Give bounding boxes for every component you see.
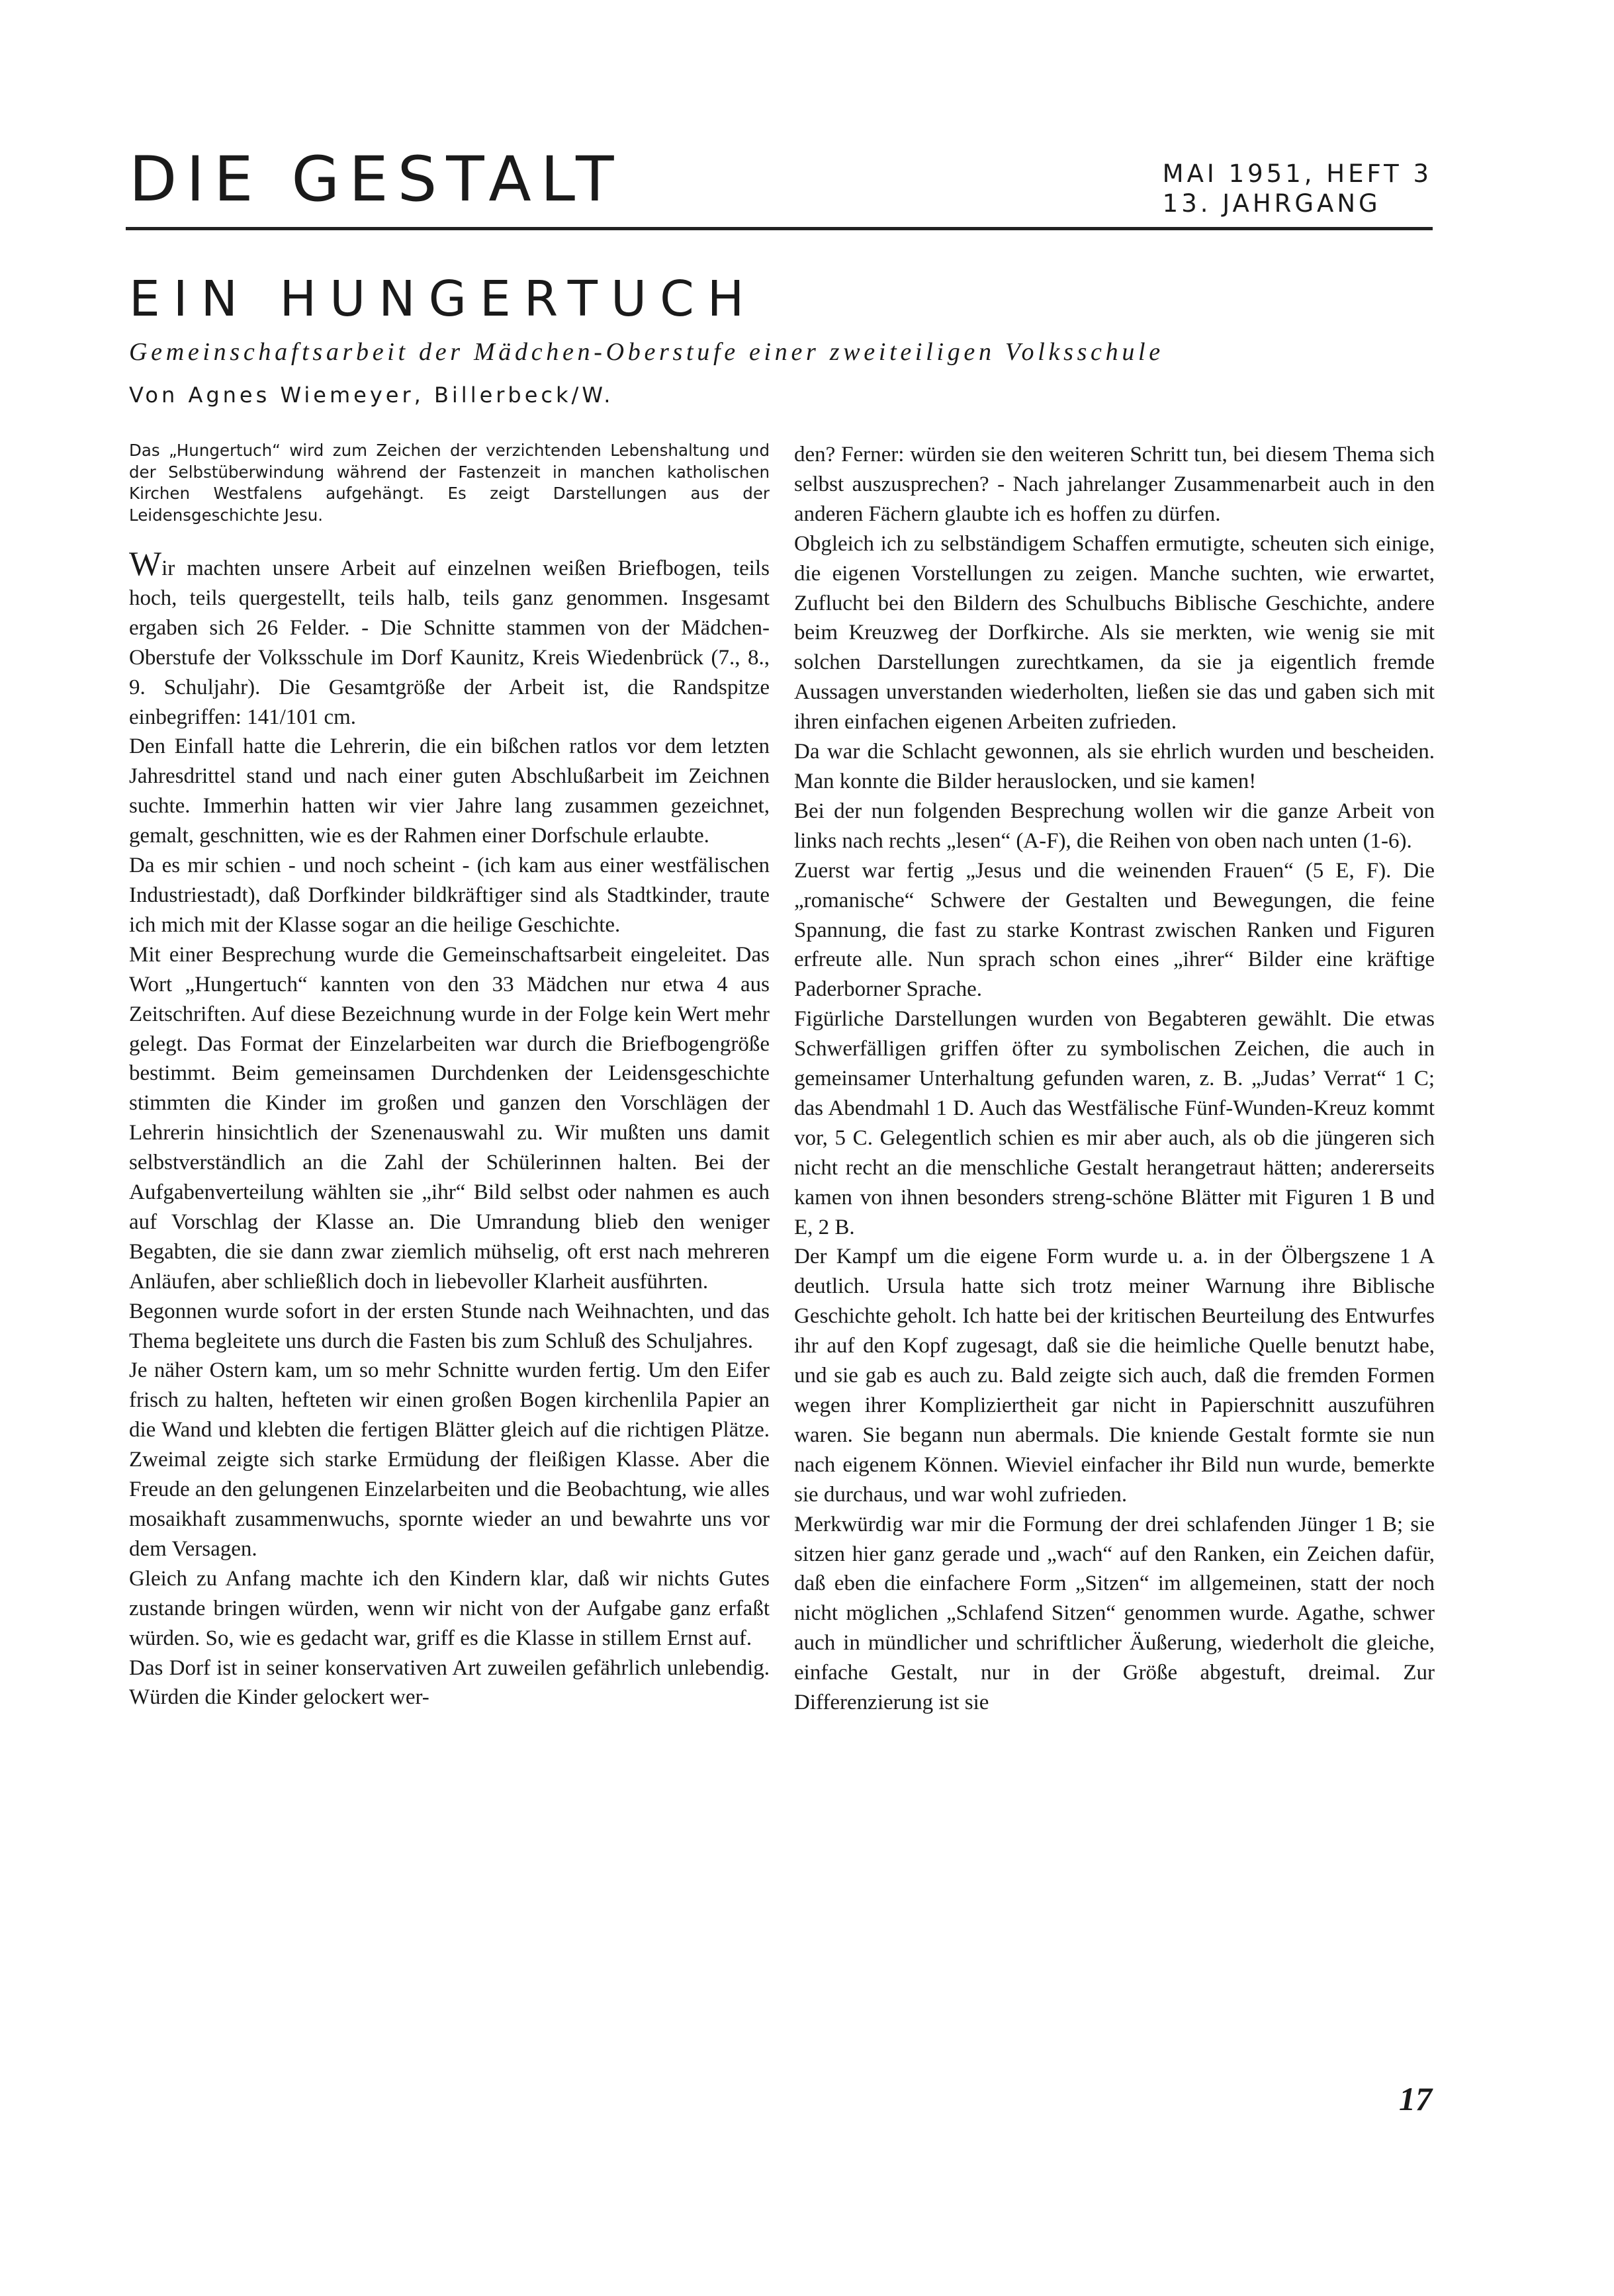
article-subtitle: Gemeinschaftsarbeit der Mädchen-Oberstufe einer zweiteiligen Volksschule	[129, 338, 1164, 366]
paragraph: Obgleich ich zu selbständigem Schaffen ermutigte, scheuten sich einige, die eigenen Vorstellungen zu zeigen. Manche suchten, wie erwartet, Zuflucht bei den Bildern des Schulbuchs Biblische Geschichte, andere beim Kreuzweg der Dorfkirche. Als sie merkten, wie wenig sie mit solchen Darstellungen zurechtkamen, da sie ja eigentlich fremde Aussagen unverstanden wiederholten, ließen sie das und gaben sich mit ihren einfachen eigenen Arbeiten zufrieden.	[794, 531, 1435, 734]
paragraph: Figürliche Darstellungen wurden von Begabteren gewählt. Die etwas Schwerfälligen griffen öfter zu symbolischen Zeichen, die auch in gemeinsamer Unterhaltung gefunden waren, z. B. „Judas’ Verrat“ 1 C; das Abendmahl 1 D. Auch das Westfälische Fünf-Wunden-Kreuz kommt vor, 5 C. Gelegentlich schien es mir aber auch, als ob die jüngeren sich nicht recht an die menschliche Gestalt herangetraut hätten; andererseits kamen von ihnen besonders streng-schöne Blätter mit Figuren 1 B und E, 2 B.	[794, 1007, 1435, 1239]
paragraph: Mit einer Besprechung wurde die Gemeinschaftsarbeit eingeleitet. Das Wort „Hungertuch“ kannten von den 33 Mädchen nur etwa 4 aus Zeitschriften. Auf diese Bezeichnung wurde in der Folge kein Wert mehr gelegt. Das Format der Einzelarbeiten war durch die Briefbogengröße bestimmt. Beim gemeinsamen Durchdenken der Leidensgeschichte stimmten die Kinder im großen und ganzen den Vorschlägen der Lehrerin hinsichtlich der Szenenauswahl zu. Wir mußten uns damit selbstverständlich an die Zahl der Schülerinnen halten. Bei der Aufgabenverteilung wählten sie „ihr“ Bild selbst oder nahmen es auch auf Vorschlag der Klasse an. Die Umrandung blieb den weniger Begabten, die sie dann zwar ziemlich mühselig, oft erst nach mehreren Anläufen, aber schließlich doch in liebevoller Klarheit ausführten.	[129, 942, 770, 1294]
issue-date: MAI 1951, HEFT 3	[1162, 159, 1432, 188]
issue-info	[1163, 159, 1432, 218]
paragraph: Wir machten unsere Arbeit auf einzelnen weißen Briefbogen, teils hoch, teils quergestellt, teils halb, teils ganz genommen. Insgesamt ergaben sich 26 Felder. - Die Schnitte stammen von der Mädchen-Oberstufe der Volksschule im Dorf Kaunitz, Kreis Wiedenbrück (7., 8., 9. Schuljahr). Die Gesamtgröße der Arbeit ist, die Randspitze einbegriffen: 141/101 cm.	[129, 545, 770, 729]
volume-number: 13. JAHRGANG	[1162, 189, 1381, 218]
paragraph: Bei der nun folgenden Besprechung wollen wir die ganze Arbeit von links nach rechts „lesen“ (A-F), die Reihen von oben nach unten (1-6).	[794, 799, 1435, 853]
page-number: 17	[1399, 2080, 1432, 2117]
paragraph: Da es mir schien - und noch scheint - (ich kam aus einer westfälischen Industriestadt), daß Dorfkinder bildkräftiger sind als Stadtkinder, traute ich mich mit der Klasse sogar an die heilige Geschichte.	[129, 854, 770, 937]
article-byline: Von Agnes Wiemeyer, Billerbeck/W.	[129, 382, 614, 408]
left-column	[129, 440, 770, 1712]
paragraph: Merkwürdig war mir die Formung der drei schlafenden Jünger 1 B; sie sitzen hier ganz gerade und „wach“ auf den Ranken, ein Zeichen dafür, daß eben die einfachere Form „Sitzen“ im allgemeinen, statt der noch nicht möglichen „Schlafend Sitzen“ genommen wurde. Agathe, schwer auch in mündlicher und schriftlicher Äußerung, wiederholt die gleiche, einfache Gestalt, nur in der Größe abgestuft, dreimal. Zur Differenzierung ist sie	[794, 1512, 1435, 1715]
paragraph: Je näher Ostern kam, um so mehr Schnitte wurden fertig. Um den Eifer frisch zu halten, hefteten wir einen großen Bogen kirchenlila Papier an die Wand und klebten die fertigen Blätter gleich auf die richtigen Plätze. Zweimal zeigte sich starke Ermüdung der fleißigen Klasse. Aber die Freude an den gelungenen Einzelarbeiten und die Beobachtung, wie alles mosaikhaft zusammenwuchs, spornte wieder an und bewahrte uns vor dem Versagen.	[129, 1358, 770, 1561]
article-intro: Das „Hungertuch“ wird zum Zeichen der verzichtenden Lebenshaltung und der Selbstüberwindung während der Fastenzeit in manchen katholischen Kirchen Westfalens aufgehängt. Es zeigt Darstellungen aus der Leidensgeschichte Jesu.	[129, 441, 770, 525]
paragraph: Der Kampf um die eigene Form wurde u. a. in der Ölbergszene 1 A deutlich. Ursula hatte sich trotz meiner Warnung ihre Biblische Geschichte geholt. Ich hatte bei der kritischen Beurteilung des Entwurfes ihr auf den Kopf zugesagt, daß sie die heimliche Quelle benutzt habe, und sie gab es auch zu. Bald zeigte sich auch, daß die fremden Formen wegen ihrer Kompliziertheit gar nicht in Papierschnitt auszuführen waren. Sie begann nun abermals. Die kniende Gestalt formte sie nun nach eigenem Können. Wieviel einfacher ihr Bild nun wurde, bemerkte sie durchaus, und war wohl zufrieden.	[794, 1245, 1435, 1507]
paragraph: Das Dorf ist in seiner konservativen Art zuweilen gefährlich unlebendig. Würden die Kinder gelockert wer-	[129, 1656, 770, 1710]
paragraph: Zuerst war fertig „Jesus und die weinenden Frauen“ (5 E, F). Die „romanische“ Schwere der Gestalten und Bewegungen, die feine Spannung, die fast zu starke Kontrast zwischen Ranken und Figuren erfreute alle. Nun sprach schon eines „ihrer“ Bilder eine kräftige Paderborner Sprache.	[794, 858, 1435, 1002]
paragraph: den? Ferner: würden sie den weiteren Schritt tun, bei diesem Thema sich selbst auszusprechen? - Nach jahrelanger Zusammenarbeit auch in den anderen Fächern glaubte ich es hoffen zu dürfen.	[794, 443, 1435, 526]
right-column	[794, 440, 1435, 1718]
journal-title: DIE GESTALT	[129, 144, 623, 216]
paragraph: Gleich zu Anfang machte ich den Kindern klar, daß wir nichts Gutes zustande bringen würden, wenn wir nicht von der Aufgabe ganz erfaßt würden. So, wie es gedacht war, griff es die Klasse in stillem Ernst auf.	[129, 1566, 770, 1650]
paragraph: Da war die Schlacht gewonnen, als sie ehrlich wurden und bescheiden. Man konnte die Bilder herauslocken, und sie kamen!	[794, 740, 1435, 793]
paragraph: Den Einfall hatte die Lehrerin, die ein bißchen ratlos vor dem letzten Jahresdrittel stand und nach einer guten Abschlußarbeit im Zeichnen suchte. Immerhin hatten wir vier Jahre lang zusammen gezeichnet, gemalt, geschnitten, wie es der Rahmen einer Dorfschule erlaubte.	[129, 734, 770, 848]
paragraph: Begonnen wurde sofort in der ersten Stunde nach Weihnachten, und das Thema begleitete uns durch die Fasten bis zum Schluß des Schuljahres.	[129, 1299, 770, 1353]
article-title: EIN HUNGERTUCH	[129, 271, 758, 328]
masthead-divider	[126, 227, 1433, 230]
